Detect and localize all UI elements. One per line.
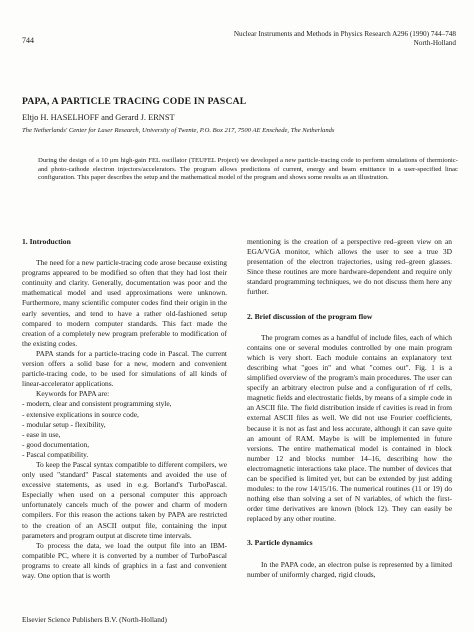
list-item: - modern, clear and consistent programming style, [22, 399, 172, 409]
intro-paragraph-1: The need for a new particle-tracing code arose because existing programs appeared to be modified so often that they had lost their continuity and clarity. Generally, documentation was poor and the mathematical model and used approximations were unknown. Furthermore, many scientific computer codes find their origin in the early seventies, and tend to have a rather old-fashioned setup compared to modern computer standards. This fact made the creation of a completely new program preferable to modification of the existing codes. [22, 258, 227, 348]
continued-paragraph: mentioning is the creation of a perspective red–green view on an EGA/VGA monitor, which allows the user to see a true 3D presentation of the electron trajectories, using red–green glasses. Since these routines are more hardware-dependent and require only standard programming techniques, we do not discuss them here any further. [247, 237, 452, 297]
program-flow-paragraph: The program comes as a handful of include files, each of which contains one or several modules controlled by one main program which is very short. Each module contains an explanatory text describing what "goes in" and what "comes out". Fig. 1 is a simplified overview of the program's main procedures. The user can specify an arbitrary electron pulse and a configuration of rf cells, magnetic fields and electrostatic fields, by means of a simple code in an ASCII file. The field distribution inside rf cavities is read in from external ASCII files as well. We did not use Fourier coefficients, because it is not as fast and less accurate, although it can save quite an amount of RAM. Maybe is will be implemented in future versions. The entire mathematical model is contained in block number 12 and blocks number 14–16, describing how the electromagnetic interactions take place. The number of devices that can be specified is limited yet, but can be extended by just adding modules: to the row 14/15/16. The numerical routines (11 or 19) do nothing else than solving a set of N variables, of which the first-order time derivatives are known (block 12). They can easily be replaced by any other routine. [247, 332, 452, 524]
publisher-footer: Elsevier Science Publishers B.V. (North-Holland) [22, 615, 167, 624]
journal-citation: Nuclear Instruments and Methods in Physics Research A296 (1990) 744–748 [233, 30, 456, 38]
intro-paragraph-3: To keep the Pascal syntax compatible to different compilers, we only used "standard" Pascal statements and avoided the use of excessive statements, as used in e.g. Borland's TurboPascal. Especially when used on a personal computer this approach unfortunately cancels much of the power and charm of modern compilers. For this reason the actions taken by PAPA are restricted to the creation of an ASCII output file, containing the input parameters and program output at discrete time intervals. [22, 459, 227, 540]
paper-title: PAPA, A PARTICLE TRACING CODE IN PASCAL [22, 96, 247, 107]
author-affiliation: The Netherlands' Center for Laser Research, University of Twente, P.O. Box 217, 7500 AE Enschede, The Netherlands [22, 127, 335, 134]
journal-reference [234, 30, 456, 48]
list-item: - ease in use, [22, 429, 61, 439]
abstract: During the design of a 10 μm high-gain FEL oscillator (TEUFEL Project) we developed a new particle-tracing code to perform simulations of thermionic- and photo-cathode electron injectors/accelerators. The program allows predictions of current, energy and beam emittance in a user-specified linac configuration. This paper describes the setup and the mathematical model of the program and shows some results as an illustration. [38, 157, 458, 182]
list-item: - good documentation, [22, 439, 90, 449]
list-item: - modular setup - flexibility, [22, 419, 106, 429]
section-spacer [247, 524, 452, 538]
section-heading-introduction: 1. Introduction [22, 237, 71, 246]
section-heading-program-flow: 2. Brief discussion of the program flow [247, 311, 373, 321]
keywords-intro: Keywords for PAPA are: [36, 389, 110, 399]
publisher-line: North-Holland [413, 39, 456, 47]
particle-dynamics-paragraph: In the PAPA code, an electron pulse is represented by a limited number of uniformly charged, rigid clouds, [247, 559, 452, 579]
right-column [247, 237, 452, 580]
page-number: 744 [22, 36, 34, 45]
keywords-list [22, 399, 227, 460]
list-item: - Pascal compatibility. [22, 449, 89, 459]
left-column [22, 237, 227, 581]
paper-authors: Eltjo H. HASELHOFF and Gerard J. ERNST [22, 113, 175, 122]
intro-paragraph-2: PAPA stands for a particle-tracing code in Pascal. The current version offers a solid base for a new, modern and convenient particle-tracing code, to be used for simulations of all kinds of linear-accelerator applications. [22, 348, 227, 389]
list-item: - extensive explications in source code, [22, 409, 139, 419]
section-spacer [247, 298, 452, 312]
intro-paragraph-4: To process the data, we load the output file into an IBM-compatible PC, where it is converted by a number of TurboPascal programs to create all kinds of graphics in a fast and convenient way. One option that is worth [22, 540, 227, 580]
section-heading-particle-dynamics: 3. Particle dynamics [247, 538, 313, 548]
